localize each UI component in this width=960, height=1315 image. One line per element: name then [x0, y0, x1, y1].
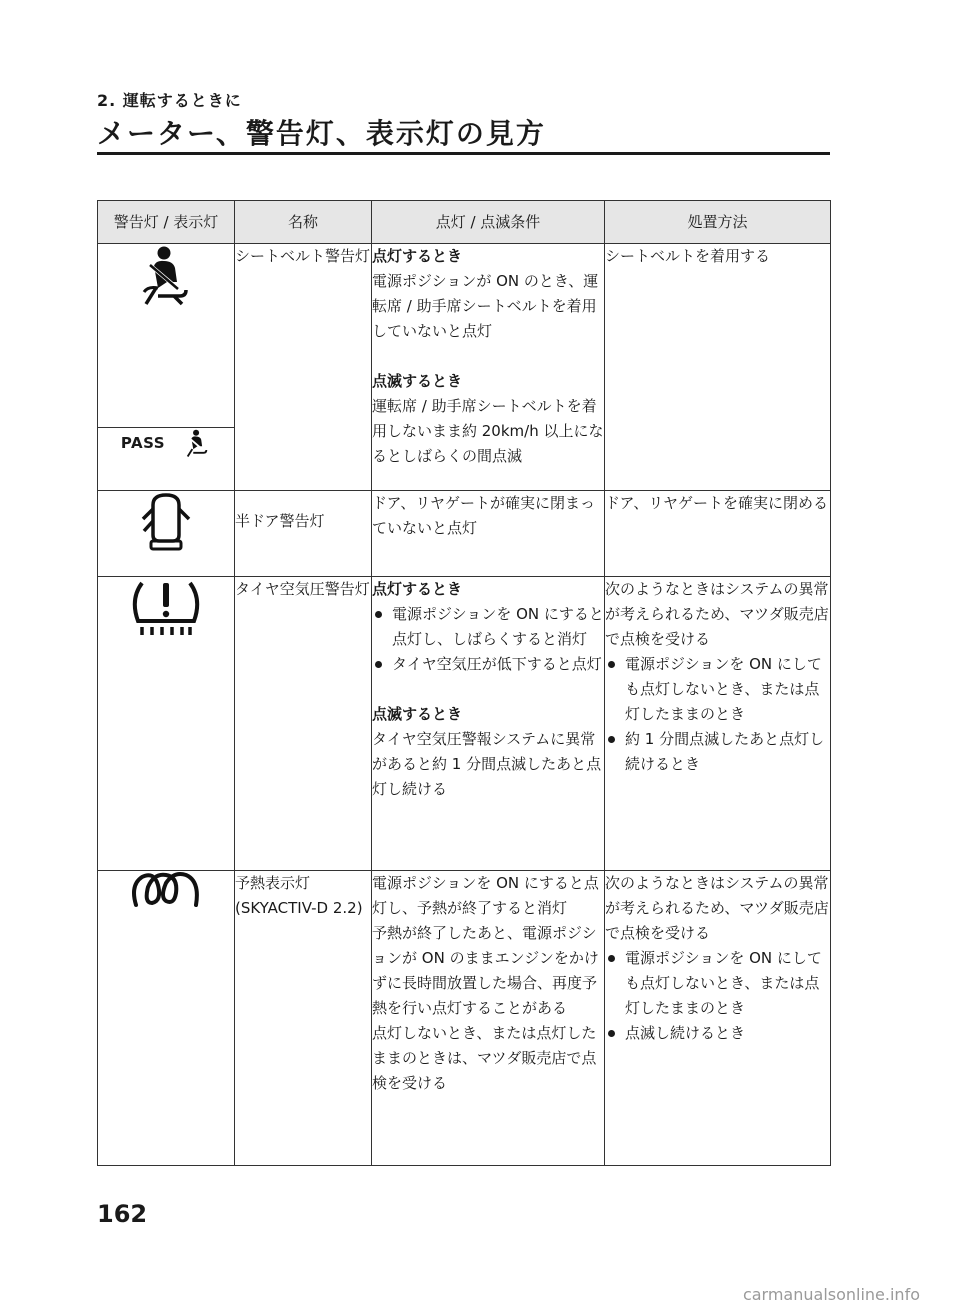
table-row-door [98, 491, 831, 577]
glow-action-list [605, 946, 830, 1046]
list-item: 点滅し続けるとき [605, 1021, 830, 1046]
list-item: 電源ポジションを ON にしても点灯しないとき、または点灯したままのとき [605, 946, 830, 1021]
glow-condition-line-1: 電源ポジションを ON にすると点灯し、予熱が終了すると消灯 [372, 874, 599, 917]
list-item: タイヤ空気圧が低下すると点灯 [372, 652, 604, 677]
glow-condition-line-3: 点灯しないとき、または点灯したままのときは、マツダ販売店で点検を受ける [372, 1024, 597, 1092]
pass-label: PASS [120, 433, 166, 452]
seatbelt-condition-text-blink: 運転席 / 助手席シートベルトを着用しないまま約 20km/h 以上になるとしばらくの間点滅 [372, 397, 604, 465]
door-name-cell: 半ドア警告灯 [235, 491, 372, 577]
tire-condition-text-blink: タイヤ空気圧警報システムに異常があると約 1 分間点滅したあと点灯し続ける [372, 730, 602, 798]
seatbelt-warning-icon [136, 244, 196, 306]
glow-icon-cell [98, 871, 235, 1166]
section-label: 2. 運転するときに [97, 91, 242, 110]
column-header-action: 処置方法 [605, 201, 831, 244]
glow-condition-cell [372, 871, 605, 1166]
glow-action-text: 次のようなときはシステムの異常が考えられるため、マツダ販売店で点検を受ける [605, 874, 829, 942]
warning-light-table [97, 200, 831, 1166]
tire-name-cell: タイヤ空気圧警告灯 [235, 577, 372, 871]
table-row-seatbelt [98, 244, 831, 428]
page-title: メーター、警告灯、表示灯の見方 [97, 117, 546, 150]
glow-condition-line-2: 予熱が終了したあと、電源ポジションが ON のままエンジンをかけずに長時間放置した場合、再度予熱を行い点灯することがある [372, 924, 599, 1017]
tire-icon-cell [98, 577, 235, 871]
table-row-glow-plug [98, 871, 831, 1166]
list-item: 約 1 分間点滅したあと点灯し続けるとき [605, 727, 830, 777]
door-action-cell: ドア、リヤゲートを確実に閉める [605, 491, 831, 577]
column-header-name: 名称 [235, 201, 372, 244]
seatbelt-condition-text-on: 電源ポジションが ON のとき、運転席 / 助手席シートベルトを着用していないと点灯 [372, 272, 599, 340]
glow-action-cell [605, 871, 831, 1166]
seatbelt-action-cell: シートベルトを着用する [605, 244, 831, 491]
list-item: 電源ポジションを ON にすると点灯し、しばらくすると消灯 [372, 602, 604, 652]
glow-name-cell: 予熱表示灯 (SKYACTIV-D 2.2) [235, 871, 372, 1166]
watermark: carmanualsonline.info [742, 1285, 920, 1304]
table-row-tire-pressure [98, 577, 831, 871]
seatbelt-name-cell: シートベルト警告灯 [235, 244, 372, 491]
door-ajar-warning-icon [141, 491, 191, 551]
tire-action-list [605, 652, 830, 777]
tire-action-text: 次のようなときはシステムの異常が考えられるため、マツダ販売店で点検を受ける [605, 580, 829, 648]
seatbelt-condition-heading-on: 点灯するとき [372, 247, 463, 265]
tire-pressure-warning-icon [128, 577, 204, 639]
tire-condition-heading-on: 点灯するとき [372, 580, 463, 598]
door-condition-cell: ドア、リヤゲートが確実に閉まっていないと点灯 [372, 491, 605, 577]
tire-condition-heading-blink: 点滅するとき [372, 705, 463, 723]
glow-plug-indicator-icon [130, 871, 202, 911]
seatbelt-icon-cell [98, 244, 235, 428]
tire-condition-list [372, 602, 604, 677]
column-header-light: 警告灯 / 表示灯 [98, 201, 235, 244]
seatbelt-condition-cell [372, 244, 605, 491]
seatbelt-pass-icon-cell [98, 428, 235, 491]
door-icon-cell [98, 491, 235, 577]
tire-action-cell [605, 577, 831, 871]
tire-condition-cell [372, 577, 605, 871]
page-number: 162 [97, 1200, 148, 1228]
passenger-seatbelt-icon [183, 428, 211, 458]
title-rule [97, 152, 830, 155]
list-item: 電源ポジションを ON にしても点灯しないとき、または点灯したままのとき [605, 652, 830, 727]
column-header-condition: 点灯 / 点滅条件 [372, 201, 605, 244]
seatbelt-condition-heading-blink: 点滅するとき [372, 372, 463, 390]
table-header-row [98, 201, 831, 244]
